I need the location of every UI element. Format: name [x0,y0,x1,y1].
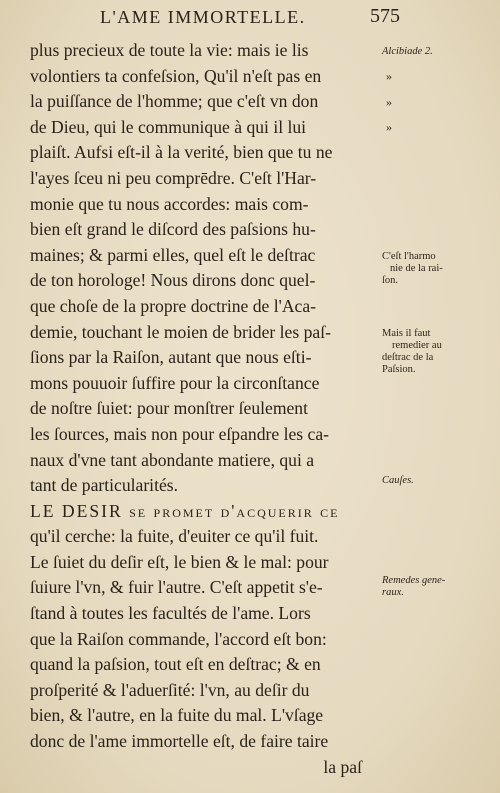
text-line-16: les ſources, mais non pour eſpandre les ca- [30,423,329,444]
guillemet-mark-3: » [386,120,392,134]
text-line-3: la puiſſance de l'homme; que c'eſt vn don [30,91,319,112]
margin-note-causes: Cauſes. [382,475,414,486]
main-text [30,38,382,780]
text-line-14: mons pouuoir ſuffire pour la circonſtance [30,372,320,393]
text-line-catchword: la paſ [323,756,362,777]
text-line-26: proſperité & l'aduerſité: l'vn, au deſir du [30,679,310,700]
text-line-28: donc de l'ame immortelle eſt, de faire taire [30,731,329,752]
guillemet-mark-2: » [386,95,392,109]
text-line-27: bien, & l'autre, en la fuite du mal. L'vſage [30,705,324,726]
text-line-19: LE DESIR ſe promet d'acquerir ce [30,500,340,521]
guillemet-mark-1: » [386,69,392,83]
text-line-23: ſtand à toutes les facultés de l'ame. Lors [30,603,311,624]
text-line-7: monie que tu nous accordes: mais com- [30,193,309,214]
text-line-1: plus precieux de toute la vie: mais ie lis [30,40,309,60]
margin-note-harmonie: C'eſt l'harmo nie de la rai- ſon. [382,251,443,286]
text-line-15: de noſtre ſuiet: pour monſtrer ſeulement [30,398,308,419]
text-line-9: maines; & parmi elles, quel eſt le deſtrac [30,244,316,265]
text-line-10: de ton horologe! Nous dirons donc quel- [30,270,316,291]
text-line-2: volontiers ta confeſsion, Qu'il n'eſt pas en [30,65,322,86]
text-line-18: tant de particularités. [30,475,179,496]
text-line-24: que la Raiſon commande, l'accord eſt bon: [30,628,327,649]
text-line-20: qu'il cerche: la fuite, d'euiter ce qu'il fuit. [30,526,319,547]
page-number: 575 [370,5,400,27]
margin-note-alcibiade: Alcibiade 2. [382,46,433,57]
text-line-21: Le ſuiet du deſir eſt, le bien & le mal: pour [30,551,329,572]
text-line-6: l'ayes ſceu ni peu comprēdre. C'eſt l'Har- [30,167,317,188]
margin-note-remedier: Mais il faut remedier au deſtrac de la Paſsion. [382,328,442,375]
text-line-13: ſions par la Raiſon, autant que nous eſti- [30,347,312,368]
page-header [100,3,400,33]
text-line-25: quand la paſsion, tout eſt en deſtrac; & en [30,654,321,675]
margin-note-remedes: Remedes gene- raux. [382,575,446,598]
text-line-11: que choſe de la propre doctrine de l'Aca- [30,295,317,316]
running-title: L'AME IMMORTELLE. [100,7,306,27]
text-line-22: ſuiure l'vn, & fuir l'autre. C'eſt appetit s'e- [30,577,323,598]
text-line-8: bien eſt grand le diſcord des paſsions hu- [30,219,316,240]
text-line-17: naux d'vne tant abondante matiere, qui a [30,449,315,470]
text-line-5: plaiſt. Aufsi eſt-il à la verité, bien que tu ne [30,142,333,163]
text-line-12: demie, touchant le moien de brider les paſ- [30,321,331,342]
text-line-4: de Dieu, qui le communique à qui il lui [30,116,307,137]
